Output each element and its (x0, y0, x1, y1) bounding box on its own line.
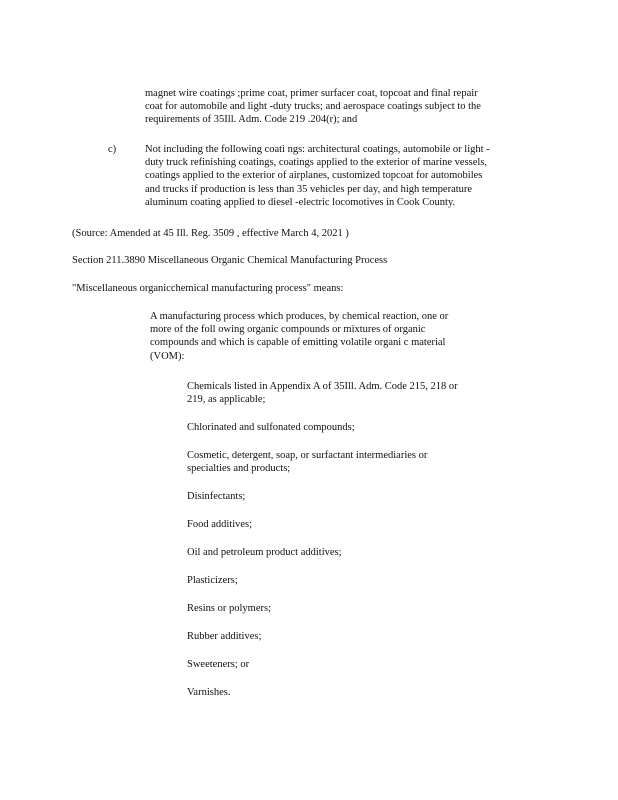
paragraph-line: (VOM): (150, 350, 185, 362)
list-item: Sweeteners; or (187, 659, 250, 670)
paragraph-line: coatings applied to the exterior of airplanes, customized topcoat for automobiles (145, 170, 483, 182)
definition-intro (150, 310, 448, 363)
paragraph-line: duty truck refinishing coatings, coatings applied to the exterior of marine vessels, (145, 157, 488, 169)
paragraph-c-label: c) (108, 144, 117, 155)
paragraph-line: aluminum coating applied to diesel -electric locomotives in Cook County. (145, 196, 456, 208)
paragraph-line: compounds and which is capable of emitting volatile organi c material (150, 337, 446, 349)
paragraph-line: magnet wire coatings ;prime coat, primer surfacer coat, topcoat and final repair (145, 88, 478, 99)
paragraph-line: Not including the following coati ngs: architectural coatings, automobile or light - (145, 144, 490, 155)
list-item: Food additives; (187, 519, 253, 530)
paragraph-line: A manufacturing process which produces, by chemical reaction, one or (150, 311, 449, 322)
section-heading: Section 211.3890 Miscellaneous Organic Chemical Manufacturing Process (72, 255, 388, 266)
paragraph-line: and trucks if production is less than 35 vehicles per day, and high temperature (145, 183, 473, 195)
paragraph-c (145, 143, 490, 209)
paragraph-b-continuation (145, 87, 481, 127)
list-item: Disinfectants; (187, 491, 246, 502)
list-item: Plasticizers; (187, 575, 238, 586)
list-item: Rubber additives; (187, 631, 262, 642)
paragraph-line: more of the foll owing organic compounds or mixtures of organic (150, 324, 426, 336)
list-item: Chlorinated and sulfonated compounds; (187, 422, 355, 433)
list-item: Oil and petroleum product additives; (187, 547, 342, 558)
list-item: Cosmetic, detergent, soap, or surfactant intermediaries or specialties and products; (187, 450, 428, 475)
source-note: (Source: Amended at 45 Ill. Reg. 3509 , effective March 4, 2021 ) (72, 228, 349, 239)
paragraph-line: coat for automobile and light -duty trucks; and aerospace coatings subject to the (145, 101, 481, 113)
list-item: Varnishes. (187, 687, 231, 698)
definition-term: "Miscellaneous organicchemical manufacturing process" means: (72, 283, 344, 294)
list-item: Chemicals listed in Appendix A of 35Ill. Adm. Code 215, 218 or 219, as applicable; (187, 381, 458, 406)
paragraph-line: requirements of 35Ill. Adm. Code 219 .204(r); and (145, 114, 358, 126)
list-item: Resins or polymers; (187, 603, 271, 614)
